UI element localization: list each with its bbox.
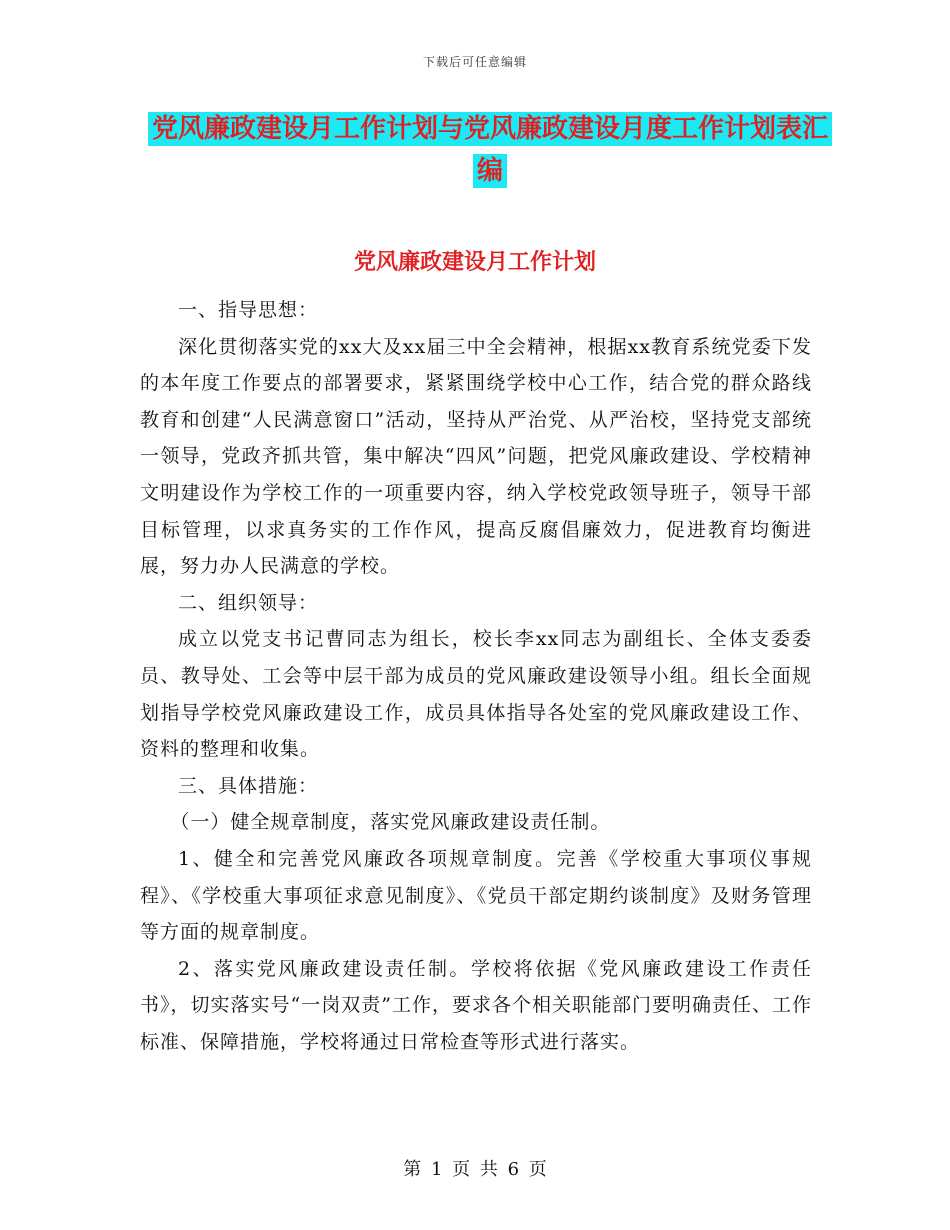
- heading-organization: 二、组织领导：: [178, 591, 319, 614]
- document-title-text: 党风廉政建设月工作计划与党风廉政建设月度工作计划表汇编: [148, 112, 832, 188]
- paragraph-measure-1: 1、健全和完善党风廉政各项规章制度。完善《学校重大事项仪事规程》、《学校重大事项征求意见制度》、《党员干部定期约谈制度》及财务管理等方面的规章制度。: [140, 847, 812, 944]
- paragraph-measure-2: 2、落实党风廉政建设责任制。学校将依据《党风廉政建设工作责任书》，切实落实号“一岗双责”工作，要求各个相关职能部门要明确责任、工作标准、保障措施，学校将通过日常检查等形式进行落实。: [140, 957, 812, 1053]
- document-body: [140, 292, 812, 1060]
- heading-guiding-ideology: 一、指导思想：: [178, 299, 319, 321]
- page-footer: 第 1 页 共 6 页: [403, 1159, 547, 1180]
- paragraph-organization: 成立以党支书记曹同志为组长，校长李xx同志为副组长、全体支委委员、教导处、工会等中层干部为成员的党风廉政建设领导小组。组长全面规划指导学校党风廉政建设工作，成员具体指导各处室的党风廉政建设工作、资料的整理和收集。: [140, 628, 812, 761]
- section-title: 党风廉政建设月工作计划: [353, 250, 596, 275]
- header-note: 下载后可任意编辑: [422, 55, 527, 69]
- subheading-measures-1: （一）健全规章制度，落实党风廉政建设责任制。: [170, 811, 611, 834]
- paragraph-guiding-ideology: 深化贯彻落实党的xx大及xx届三中全会精神，根据xx教育系统党委下发的本年度工作要点的部署要求，紧紧围绕学校中心工作，结合党的群众路线教育和创建“人民满意窗口”活动，坚持从严治党、从严治校，坚持党支部统一领导，党政齐抓共管，集中解决“四风”问题，把党风廉政建设、学校精神文明建设作为学校工作的一项重要内容，纳入学校党政领导班子，领导干部目标管理，以求真务实的工作作风，提高反腐倡廉效力，促进教育均衡进展，努力办人民满意的学校。: [140, 335, 812, 578]
- document-title: [140, 108, 840, 192]
- heading-measures: 三、具体措施：: [178, 774, 319, 797]
